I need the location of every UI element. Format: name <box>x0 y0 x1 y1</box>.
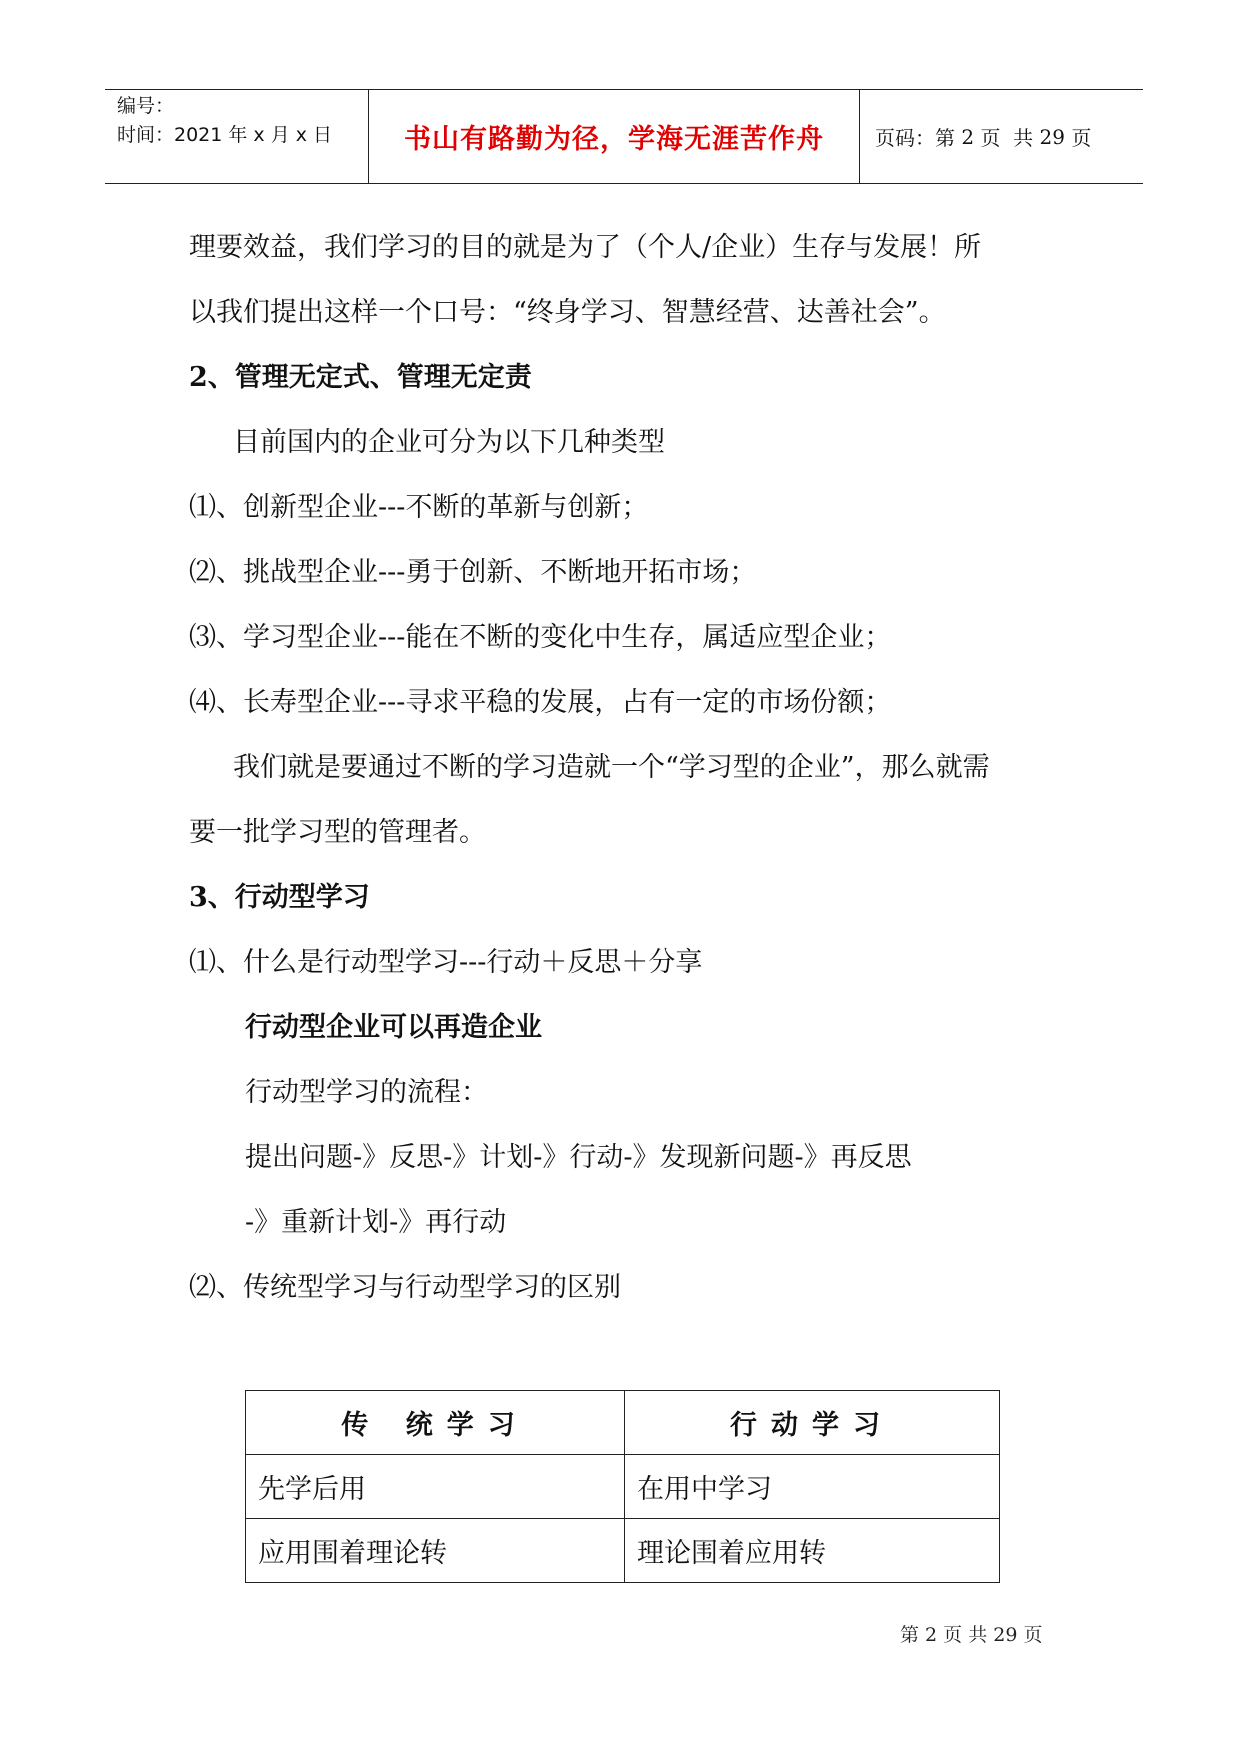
time-label: 时间：2021 年 x 月 x 日 <box>117 124 333 146</box>
header-motto: 书山有路勤为径，学海无涯苦作舟 <box>404 124 824 155</box>
header-page-mid: 页 共 <box>974 126 1040 150</box>
list-item: ⑵、传统型学习与行动型学习的区别 <box>189 1272 621 1303</box>
page-header <box>105 89 1143 184</box>
table-row <box>246 1455 1000 1519</box>
table-cell: 先学后用 <box>246 1455 625 1519</box>
flow-line: -》重新计划-》再行动 <box>245 1207 507 1238</box>
footer-page-total: 29 <box>993 1624 1018 1646</box>
flow-line: 提出问题-》反思-》计划-》行动-》发现新问题-》再反思 <box>245 1142 912 1173</box>
header-page-number: 2 <box>961 124 975 149</box>
paragraph-line: 行动型学习的流程： <box>245 1077 488 1108</box>
paragraph-line: 以我们提出这样一个口号：“终身学习、智慧经营、达善社会”。 <box>189 297 946 328</box>
footer-suffix: 页 <box>1017 1624 1043 1646</box>
table-header-row <box>246 1391 1000 1455</box>
list-item: ⑶、学习型企业---能在不断的变化中生存，属适应型企业； <box>189 622 892 653</box>
table-row <box>246 1519 1000 1583</box>
list-item: ⑵、挑战型企业---勇于创新、不断地开拓市场； <box>189 557 757 588</box>
footer-prefix: 第 <box>900 1624 926 1646</box>
section-heading: 2、管理无定式、管理无定责 <box>189 362 532 393</box>
paragraph-line: 目前国内的企业可分为以下几种类型 <box>233 427 665 458</box>
emphasis-line: 行动型企业可以再造企业 <box>245 1012 542 1043</box>
header-page-total: 29 <box>1039 124 1065 149</box>
list-item: ⑷、长寿型企业---寻求平稳的发展，占有一定的市场份额； <box>189 687 892 718</box>
list-item: ⑴、什么是行动型学习---行动＋反思＋分享 <box>189 947 703 978</box>
header-page-suffix: 页 <box>1064 126 1092 150</box>
table-header-cell: 传 统学习 <box>246 1391 625 1455</box>
paragraph-line: 理要效益，我们学习的目的就是为了（个人/企业）生存与发展！所 <box>189 232 982 263</box>
page-footer <box>900 1620 1043 1647</box>
header-divider <box>859 90 860 183</box>
paragraph-line: 要一批学习型的管理者。 <box>189 817 486 848</box>
header-page-prefix: 页码：第 <box>875 126 962 150</box>
table-cell: 理论围着应用转 <box>625 1519 1000 1583</box>
footer-page-number: 2 <box>925 1624 938 1646</box>
list-item: ⑴、创新型企业---不断的革新与创新； <box>189 492 649 523</box>
table-cell: 在用中学习 <box>625 1455 1000 1519</box>
footer-mid: 页 共 <box>937 1624 994 1646</box>
header-meta <box>117 92 367 150</box>
comparison-table <box>245 1390 1000 1583</box>
table-cell: 应用围着理论转 <box>246 1519 625 1583</box>
header-page-info <box>875 90 1091 183</box>
paragraph-line: 我们就是要通过不断的学习造就一个“学习型的企业”，那么就需 <box>233 752 990 783</box>
serial-label: 编号： <box>117 95 175 117</box>
section-heading: 3、行动型学习 <box>189 882 370 913</box>
table-header-cell: 行动学习 <box>625 1391 1000 1455</box>
